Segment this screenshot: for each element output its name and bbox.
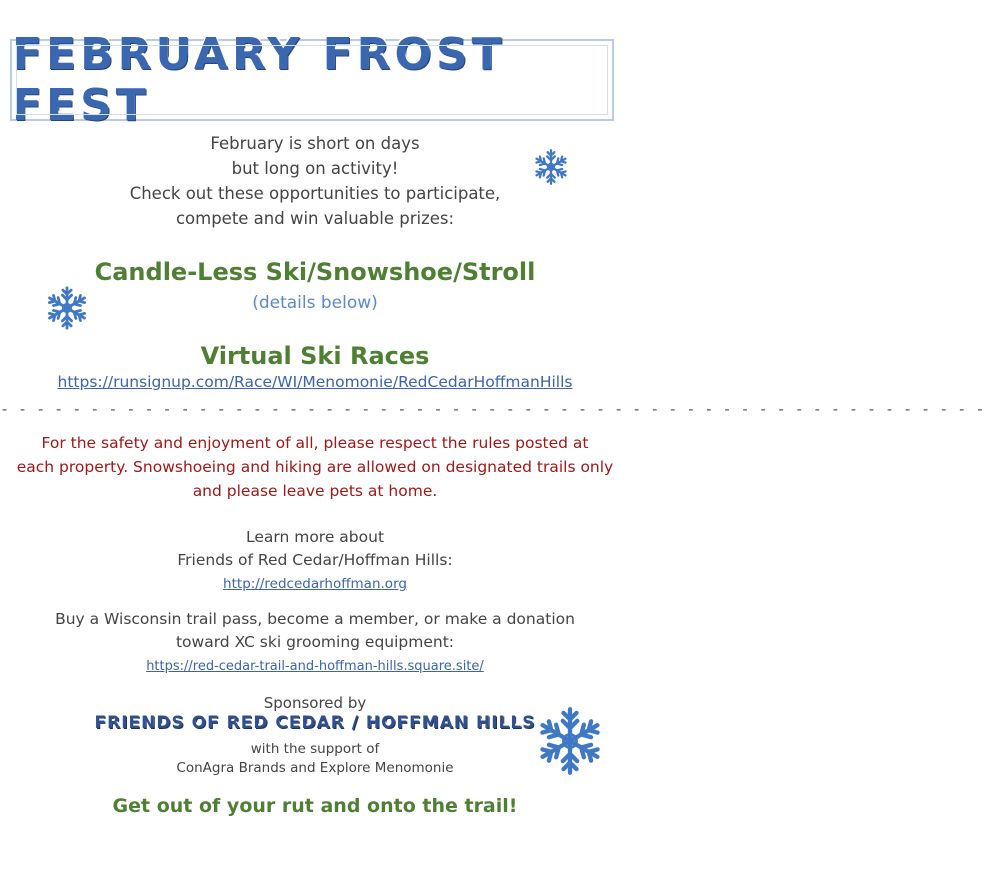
dashed-divider: - - - - - - - - - - - - - - - - - - - - - - - - - - - - - - - - - - - - - - - - - - - - - - - - - - - - - - - [0,400,984,418]
title-box [10,29,614,131]
sponsored-by-label: Sponsored by [263,694,367,712]
intro-line: but long on activity! [231,159,399,178]
intro-line: compete and win valuable prizes: [175,209,455,228]
buy-line: Buy a Wisconsin trail pass, become a member, or make a donation [55,610,575,628]
page-title: FEBRUARY FROST FEST [12,29,506,131]
snowflake-icon [44,285,90,331]
safety-line: each property. Snowshoeing and hiking are allowed on designated trails only [16,458,614,476]
learn-line: Learn more about [245,528,385,546]
safety-line: and please leave pets at home. [192,482,438,500]
intro-line: Check out these opportunities to participate, [129,184,501,203]
learn-line: Friends of Red Cedar/Hoffman Hills: [177,551,453,569]
race-signup-link[interactable]: https://runsignup.com/Race/WI/Menomonie/RedCedarHoffmanHills [57,373,573,391]
support-line: ConAgra Brands and Explore Menomonie [176,760,454,776]
learn-more-section [0,526,630,596]
details-note: (details below) [252,293,378,313]
safety-notice [0,431,630,503]
square-shop-link[interactable]: https://red-cedar-trail-and-hoffman-hills.square.site/ [146,659,484,674]
tagline: Get out of your rut and onto the trail! [112,795,518,817]
intro-line: February is short on days [210,134,420,153]
trail-pass-section [0,608,630,678]
snowflake-icon [534,705,606,777]
safety-line: For the safety and enjoyment of all, please respect the rules posted at [41,434,589,452]
candle-less-heading: Candle-Less Ski/Snowshoe/Stroll [94,258,536,286]
snowflake-icon [532,148,570,186]
friends-logo-text: FRIENDS OF RED CEDAR / HOFFMAN HILLS [94,713,536,733]
buy-line: toward XC ski grooming equipment: [175,633,455,651]
support-line: with the support of [250,741,380,757]
friends-website-link[interactable]: http://redcedarhoffman.org [223,576,407,592]
virtual-races-heading: Virtual Ski Races [200,342,430,370]
